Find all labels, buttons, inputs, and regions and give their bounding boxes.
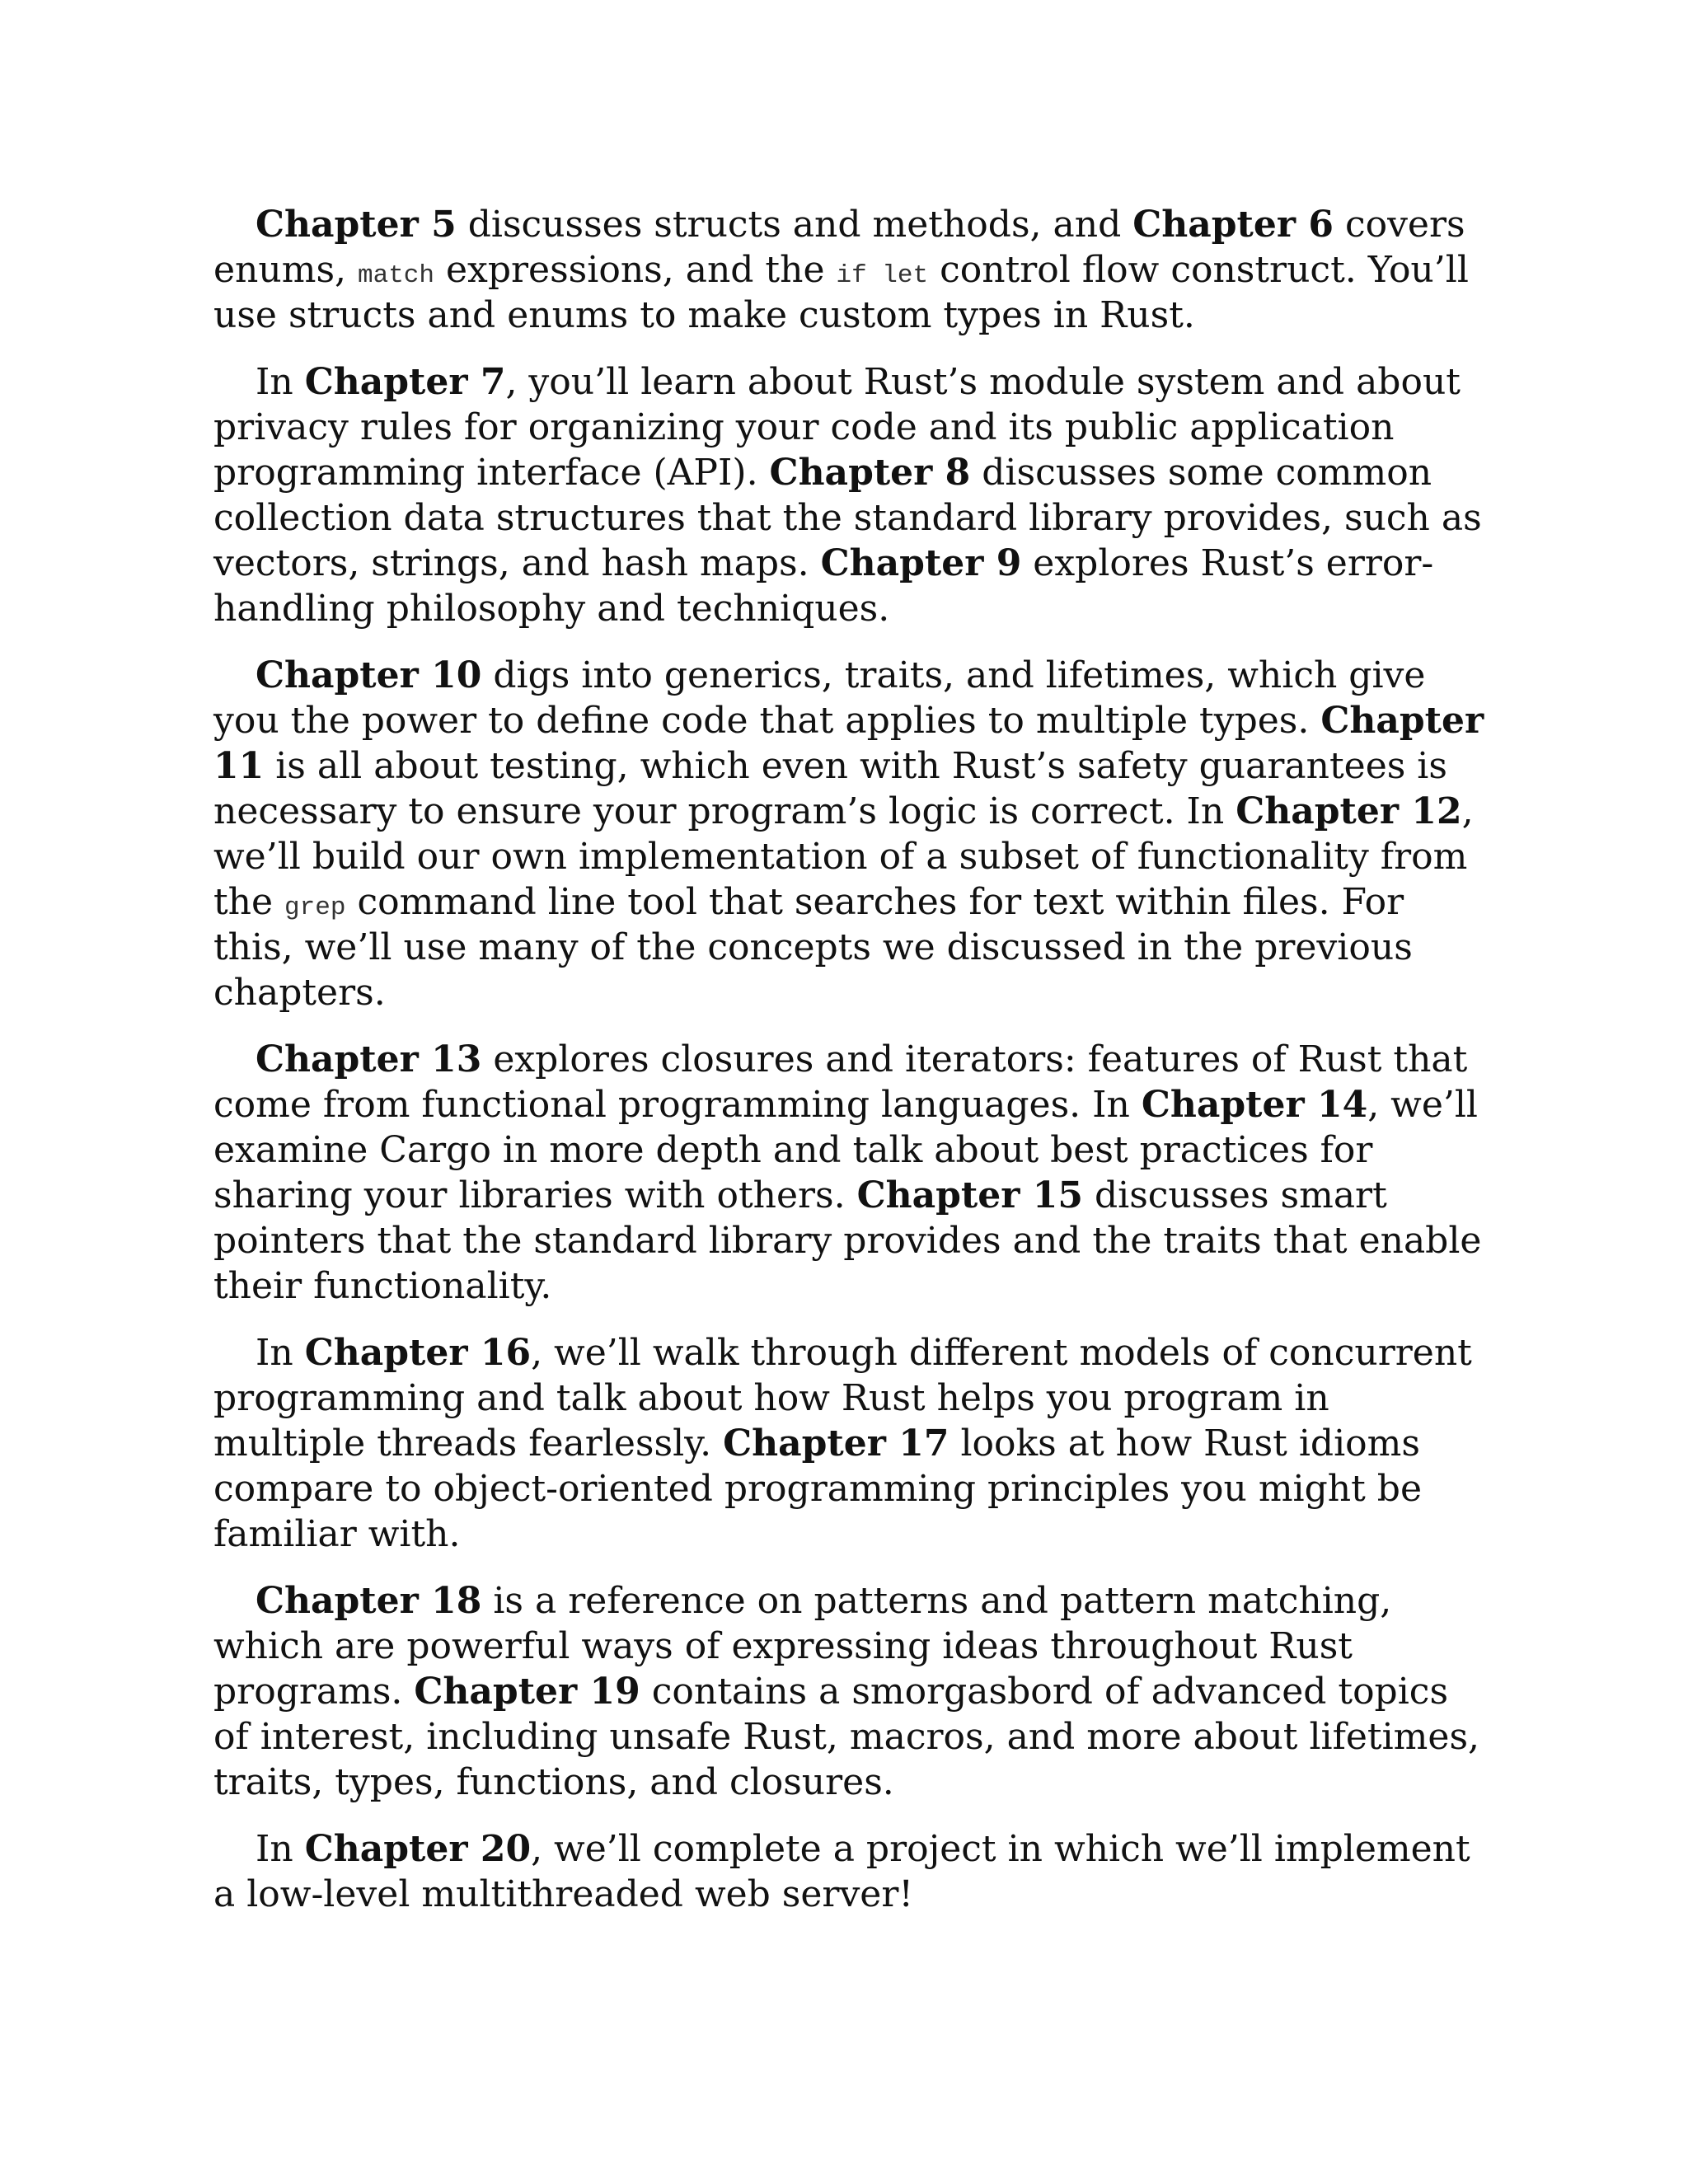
document-page xyxy=(213,202,1499,1938)
chapter-reference: Chapter 19 xyxy=(414,1671,640,1713)
body-text: examine Cargo in more depth and talk about best practices for xyxy=(213,1129,1373,1171)
body-text: programming interface (API). xyxy=(213,452,770,494)
text-line xyxy=(213,1578,1499,1624)
text-line xyxy=(213,1218,1499,1263)
paragraph xyxy=(213,202,1499,338)
text-line xyxy=(213,247,1499,293)
body-text: enums, xyxy=(213,249,358,291)
inline-code: match xyxy=(358,261,435,290)
chapter-reference: Chapter 13 xyxy=(256,1038,482,1080)
paragraph xyxy=(213,1826,1499,1917)
chapter-reference: Chapter 17 xyxy=(723,1422,950,1465)
text-line xyxy=(213,789,1499,834)
text-line xyxy=(213,1127,1499,1173)
text-line xyxy=(213,834,1499,879)
text-line xyxy=(213,450,1499,495)
body-text: contains a smorgasbord of advanced topics xyxy=(640,1671,1449,1713)
body-text: is a reference on patterns and pattern matching, xyxy=(481,1580,1392,1622)
chapter-reference: Chapter 7 xyxy=(304,361,506,403)
body-text: discusses smart xyxy=(1082,1174,1387,1216)
document-body xyxy=(213,202,1499,1917)
body-text: pointers that the standard library provides and the traits that enable xyxy=(213,1220,1482,1262)
text-line xyxy=(213,653,1499,698)
chapter-reference: Chapter xyxy=(1320,700,1484,742)
body-text: familiar with. xyxy=(213,1513,461,1555)
body-text: their functionality. xyxy=(213,1265,552,1307)
text-line xyxy=(213,1760,1499,1805)
body-text: programming and talk about how Rust helps you program in xyxy=(213,1377,1329,1419)
text-line xyxy=(213,1263,1499,1309)
body-text: command line tool that searches for text within files. For xyxy=(345,881,1404,923)
text-line xyxy=(213,970,1499,1015)
body-text: discusses structs and methods, and xyxy=(456,204,1133,246)
body-text: looks at how Rust idioms xyxy=(949,1422,1420,1465)
text-line xyxy=(213,495,1499,541)
body-text: come from functional programming languages. In xyxy=(213,1084,1142,1126)
body-text: collection data structures that the standard library provides, such as xyxy=(213,497,1482,539)
text-line xyxy=(213,1872,1499,1917)
body-text: sharing your libraries with others. xyxy=(213,1174,857,1216)
body-text: explores Rust’s error- xyxy=(1021,542,1434,584)
text-line xyxy=(213,743,1499,789)
text-line xyxy=(213,1511,1499,1557)
body-text: is all about testing, which even with Rust’s safety guarantees is xyxy=(264,745,1447,787)
body-text: In xyxy=(256,1332,305,1374)
text-line xyxy=(213,1466,1499,1511)
text-line xyxy=(213,405,1499,450)
body-text: vectors, strings, and hash maps. xyxy=(213,542,821,584)
chapter-reference: Chapter 12 xyxy=(1236,790,1462,832)
body-text: compare to object-oriented programming principles you might be xyxy=(213,1468,1422,1510)
body-text: this, we’ll use many of the concepts we discussed in the previous xyxy=(213,926,1413,968)
body-text: traits, types, functions, and closures. xyxy=(213,1761,894,1803)
text-line xyxy=(213,879,1499,925)
text-line xyxy=(213,1421,1499,1466)
body-text: , we’ll walk through different models of concurrent xyxy=(531,1332,1472,1374)
text-line xyxy=(213,925,1499,970)
inline-code: if let xyxy=(836,261,929,290)
body-text: the xyxy=(213,881,285,923)
text-line xyxy=(213,1624,1499,1669)
body-text: multiple threads fearlessly. xyxy=(213,1422,724,1465)
body-text: In xyxy=(256,1828,305,1870)
body-text: discusses some common xyxy=(970,452,1432,494)
chapter-reference: Chapter 14 xyxy=(1141,1084,1368,1126)
body-text: , we’ll xyxy=(1367,1084,1479,1126)
chapter-reference: Chapter 18 xyxy=(256,1580,482,1622)
body-text: , we’ll complete a project in which we’ll implement xyxy=(531,1828,1470,1870)
body-text: In xyxy=(256,361,305,403)
body-text: handling philosophy and techniques. xyxy=(213,588,890,630)
text-line xyxy=(213,1037,1499,1082)
paragraph xyxy=(213,1037,1499,1309)
text-line xyxy=(213,586,1499,631)
chapter-reference: Chapter 8 xyxy=(769,452,971,494)
body-text: covers xyxy=(1333,204,1465,246)
body-text: we’ll build our own implementation of a subset of functionality from xyxy=(213,836,1468,878)
body-text: privacy rules for organizing your code and its public application xyxy=(213,406,1395,448)
paragraph xyxy=(213,653,1499,1015)
chapter-reference: Chapter 6 xyxy=(1132,204,1334,246)
body-text: expressions, and the xyxy=(434,249,837,291)
inline-code: grep xyxy=(284,893,346,922)
paragraph xyxy=(213,1330,1499,1557)
text-line xyxy=(213,1082,1499,1127)
body-text: necessary to ensure your program’s logic is correct. In xyxy=(213,790,1236,832)
paragraph xyxy=(213,359,1499,631)
body-text: digs into generics, traits, and lifetimes, which give xyxy=(481,654,1426,696)
body-text: , xyxy=(1461,790,1474,832)
body-text: explores closures and iterators: features of Rust that xyxy=(481,1038,1468,1080)
body-text: chapters. xyxy=(213,972,386,1014)
text-line xyxy=(213,1330,1499,1376)
body-text: , you’ll learn about Rust’s module system and about xyxy=(505,361,1461,403)
body-text: use structs and enums to make custom types in Rust. xyxy=(213,294,1195,336)
text-line xyxy=(213,1826,1499,1872)
chapter-reference: Chapter 10 xyxy=(256,654,482,696)
body-text: control flow construct. You’ll xyxy=(928,249,1469,291)
chapter-reference: Chapter 5 xyxy=(256,204,457,246)
text-line xyxy=(213,698,1499,743)
body-text: a low-level multithreaded web server! xyxy=(213,1873,914,1915)
body-text: programs. xyxy=(213,1671,415,1713)
text-line xyxy=(213,202,1499,247)
body-text: you the power to define code that applies to multiple types. xyxy=(213,700,1321,742)
text-line xyxy=(213,1376,1499,1421)
text-line xyxy=(213,1714,1499,1760)
paragraph xyxy=(213,1578,1499,1805)
body-text: which are powerful ways of expressing ideas throughout Rust xyxy=(213,1625,1353,1667)
chapter-reference: Chapter 15 xyxy=(856,1174,1083,1216)
chapter-reference: Chapter 20 xyxy=(304,1828,532,1870)
text-line xyxy=(213,1173,1499,1218)
chapter-reference: 11 xyxy=(213,745,265,787)
chapter-reference: Chapter 16 xyxy=(304,1332,532,1374)
body-text: of interest, including unsafe Rust, macros, and more about lifetimes, xyxy=(213,1716,1480,1758)
text-line xyxy=(213,1669,1499,1714)
text-line xyxy=(213,293,1499,338)
text-line xyxy=(213,541,1499,586)
text-line xyxy=(213,359,1499,405)
chapter-reference: Chapter 9 xyxy=(820,542,1022,584)
